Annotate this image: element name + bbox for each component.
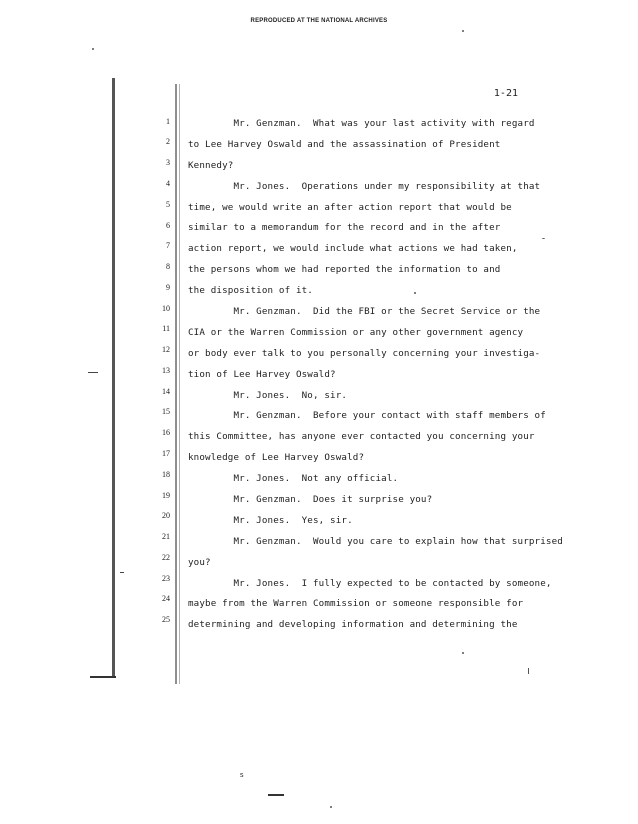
line-number: 24 (162, 594, 170, 603)
footer-scribble (268, 794, 284, 796)
speck (414, 292, 416, 294)
speck (462, 652, 464, 654)
line-number: 2 (166, 137, 170, 146)
line-number: 18 (162, 470, 170, 479)
speck (542, 238, 545, 239)
line-number: 17 (162, 449, 170, 458)
transcript-line: Mr. Genzman. Would you care to explain how that surprised (188, 536, 563, 547)
transcript-line: you? (188, 557, 211, 568)
page-number: 1-21 (493, 88, 518, 99)
transcript-line: action report, we would include what actions we had taken, (188, 243, 518, 254)
line-number: 20 (162, 511, 170, 520)
line-number: 19 (162, 491, 170, 500)
line-number: 23 (162, 574, 170, 583)
transcript-line: Mr. Jones. Operations under my responsibility at that (188, 181, 541, 192)
line-number: 5 (166, 200, 170, 209)
line-number: 10 (162, 304, 170, 313)
line-number: 14 (162, 387, 170, 396)
margin-tick (120, 572, 124, 573)
left-margin-rule-inner (179, 84, 180, 684)
transcript-line: knowledge of Lee Harvey Oswald? (188, 452, 365, 463)
line-number: 13 (162, 366, 170, 375)
left-margin-rule (175, 84, 177, 684)
transcript-line: maybe from the Warren Commission or someone responsible for (188, 598, 524, 609)
line-number: 6 (166, 221, 170, 230)
line-number: 16 (162, 428, 170, 437)
line-number: 15 (162, 407, 170, 416)
transcript-line: Mr. Jones. Not any official. (188, 473, 399, 484)
transcript-line: Mr. Jones. No, sir. (188, 390, 348, 401)
speck (528, 668, 529, 674)
line-number: 25 (162, 615, 170, 624)
line-number: 21 (162, 532, 170, 541)
line-number: 8 (166, 262, 170, 271)
line-number: 7 (166, 241, 170, 250)
transcript-line: to Lee Harvey Oswald and the assassination of President (188, 139, 501, 150)
transcript-line: determining and developing information and determining the (188, 619, 518, 630)
transcript-line: Kennedy? (188, 160, 234, 171)
margin-tick (88, 372, 98, 373)
line-number: 22 (162, 553, 170, 562)
footer-mark: s (240, 772, 244, 779)
line-number: 1 (166, 117, 170, 126)
speck (462, 30, 464, 32)
transcript-line: Mr. Genzman. Does it surprise you? (188, 494, 433, 505)
line-number: 4 (166, 179, 170, 188)
transcript-line: or body ever talk to you personally concerning your investiga- (188, 348, 541, 359)
transcript-line: the disposition of it. (188, 285, 313, 296)
line-number: 11 (162, 324, 170, 333)
transcript-line: this Committee, has anyone ever contacted you concerning your (188, 431, 535, 442)
transcript-line: Mr. Genzman. Did the FBI or the Secret Service or the (188, 306, 541, 317)
transcript-line: Mr. Jones. Yes, sir. (188, 515, 353, 526)
line-number: 12 (162, 345, 170, 354)
speck (330, 806, 332, 808)
speck (92, 48, 94, 50)
line-number: 3 (166, 158, 170, 167)
left-margin-foot (90, 676, 116, 678)
transcript-line: time, we would write an after action report that would be (188, 202, 512, 213)
transcript-line: similar to a memorandum for the record and in the after (188, 222, 501, 233)
transcript-line: Mr. Jones. I fully expected to be contacted by someone, (188, 578, 552, 589)
transcript-line: the persons whom we had reported the information to and (188, 264, 501, 275)
line-number: 9 (166, 283, 170, 292)
archives-stamp: REPRODUCED AT THE NATIONAL ARCHIVES (250, 18, 388, 24)
transcript-line: Mr. Genzman. Before your contact with staff members of (188, 410, 546, 421)
transcript-line: Mr. Genzman. What was your last activity with regard (188, 118, 535, 129)
left-margin-bar (112, 78, 115, 678)
transcript-line: CIA or the Warren Commission or any other government agency (188, 327, 524, 338)
transcript-line: tion of Lee Harvey Oswald? (188, 369, 336, 380)
